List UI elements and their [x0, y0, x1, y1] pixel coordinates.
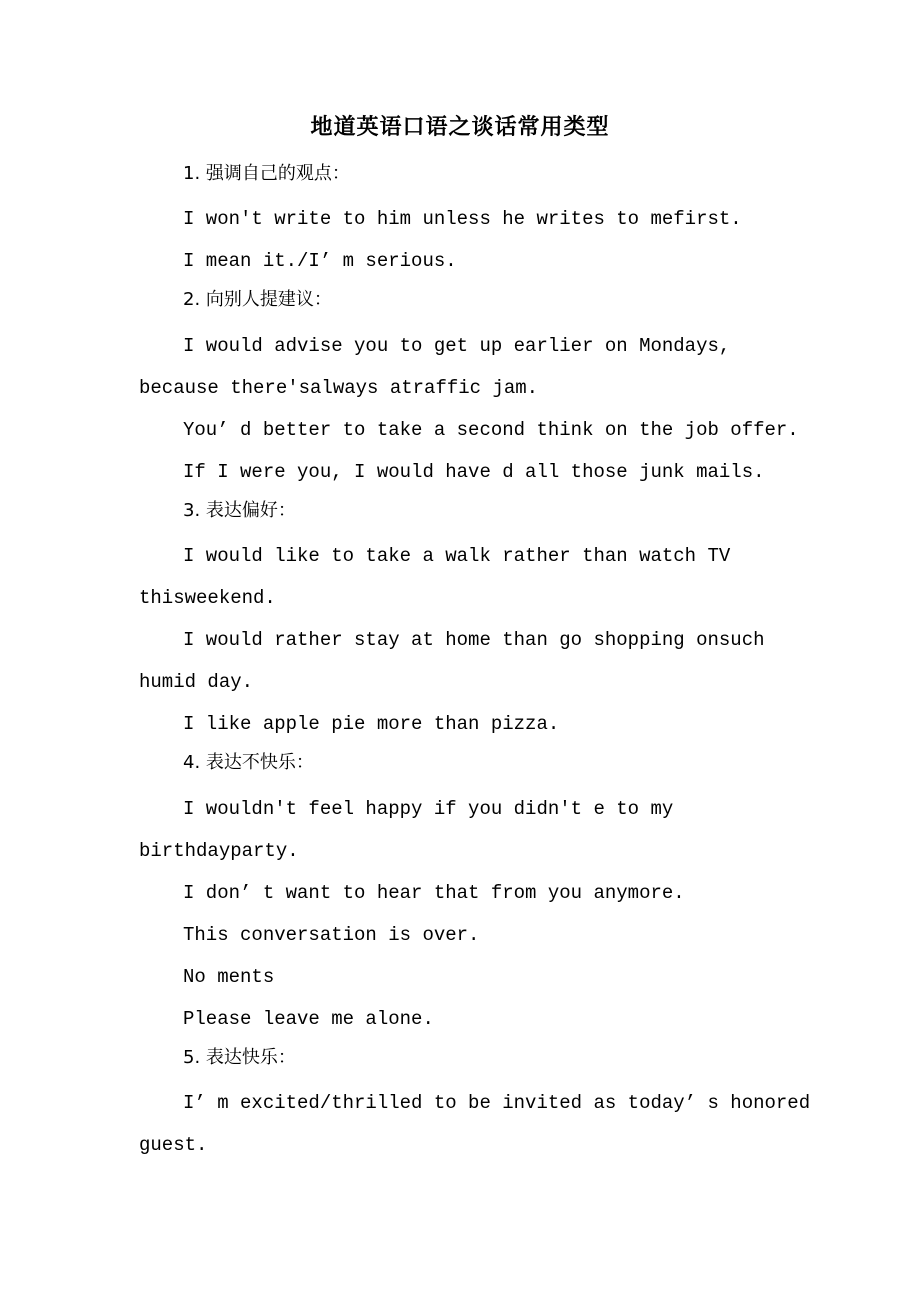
document-title: 地道英语口语之谈话常用类型 [310, 114, 610, 140]
section-heading-3: 3. 表达偏好： [183, 500, 296, 521]
body-line: No ments [183, 966, 275, 988]
body-line: I won't write to him unless he writes to mefirst. [183, 208, 742, 230]
body-line: I like apple pie more than pizza. [183, 713, 560, 735]
section-heading-1: 1. 强调自己的观点： [183, 163, 350, 184]
body-line-continuation: thisweekend. [139, 587, 276, 609]
section-heading-2: 2. 向别人提建议： [183, 289, 332, 310]
body-line: I wouldn't feel happy if you didn't e to my [183, 798, 674, 820]
body-line: This conversation is over. [183, 924, 480, 946]
body-line: I would rather stay at home than go shopping onsuch [183, 629, 765, 651]
body-line: I would like to take a walk rather than watch TV [183, 545, 731, 567]
body-line: If I were you, I would have d all those junk mails. [183, 461, 765, 483]
body-line: I mean it./I’ m serious. [183, 250, 457, 272]
body-line-continuation: because there'salways atraffic jam. [139, 377, 539, 399]
body-line: You’ d better to take a second think on the job offer. [183, 419, 799, 441]
body-line: I’ m excited/thrilled to be invited as today’ s honored [183, 1092, 811, 1114]
body-line: I would advise you to get up earlier on Mondays, [183, 335, 731, 357]
section-heading-4: 4. 表达不快乐： [183, 752, 314, 773]
body-line-continuation: guest. [139, 1134, 208, 1156]
body-line: Please leave me alone. [183, 1008, 434, 1030]
section-heading-5: 5. 表达快乐： [183, 1047, 296, 1068]
body-line: I don’ t want to hear that from you anymore. [183, 882, 685, 904]
body-line-continuation: humid day. [139, 671, 254, 693]
body-line-continuation: birthdayparty. [139, 840, 299, 862]
